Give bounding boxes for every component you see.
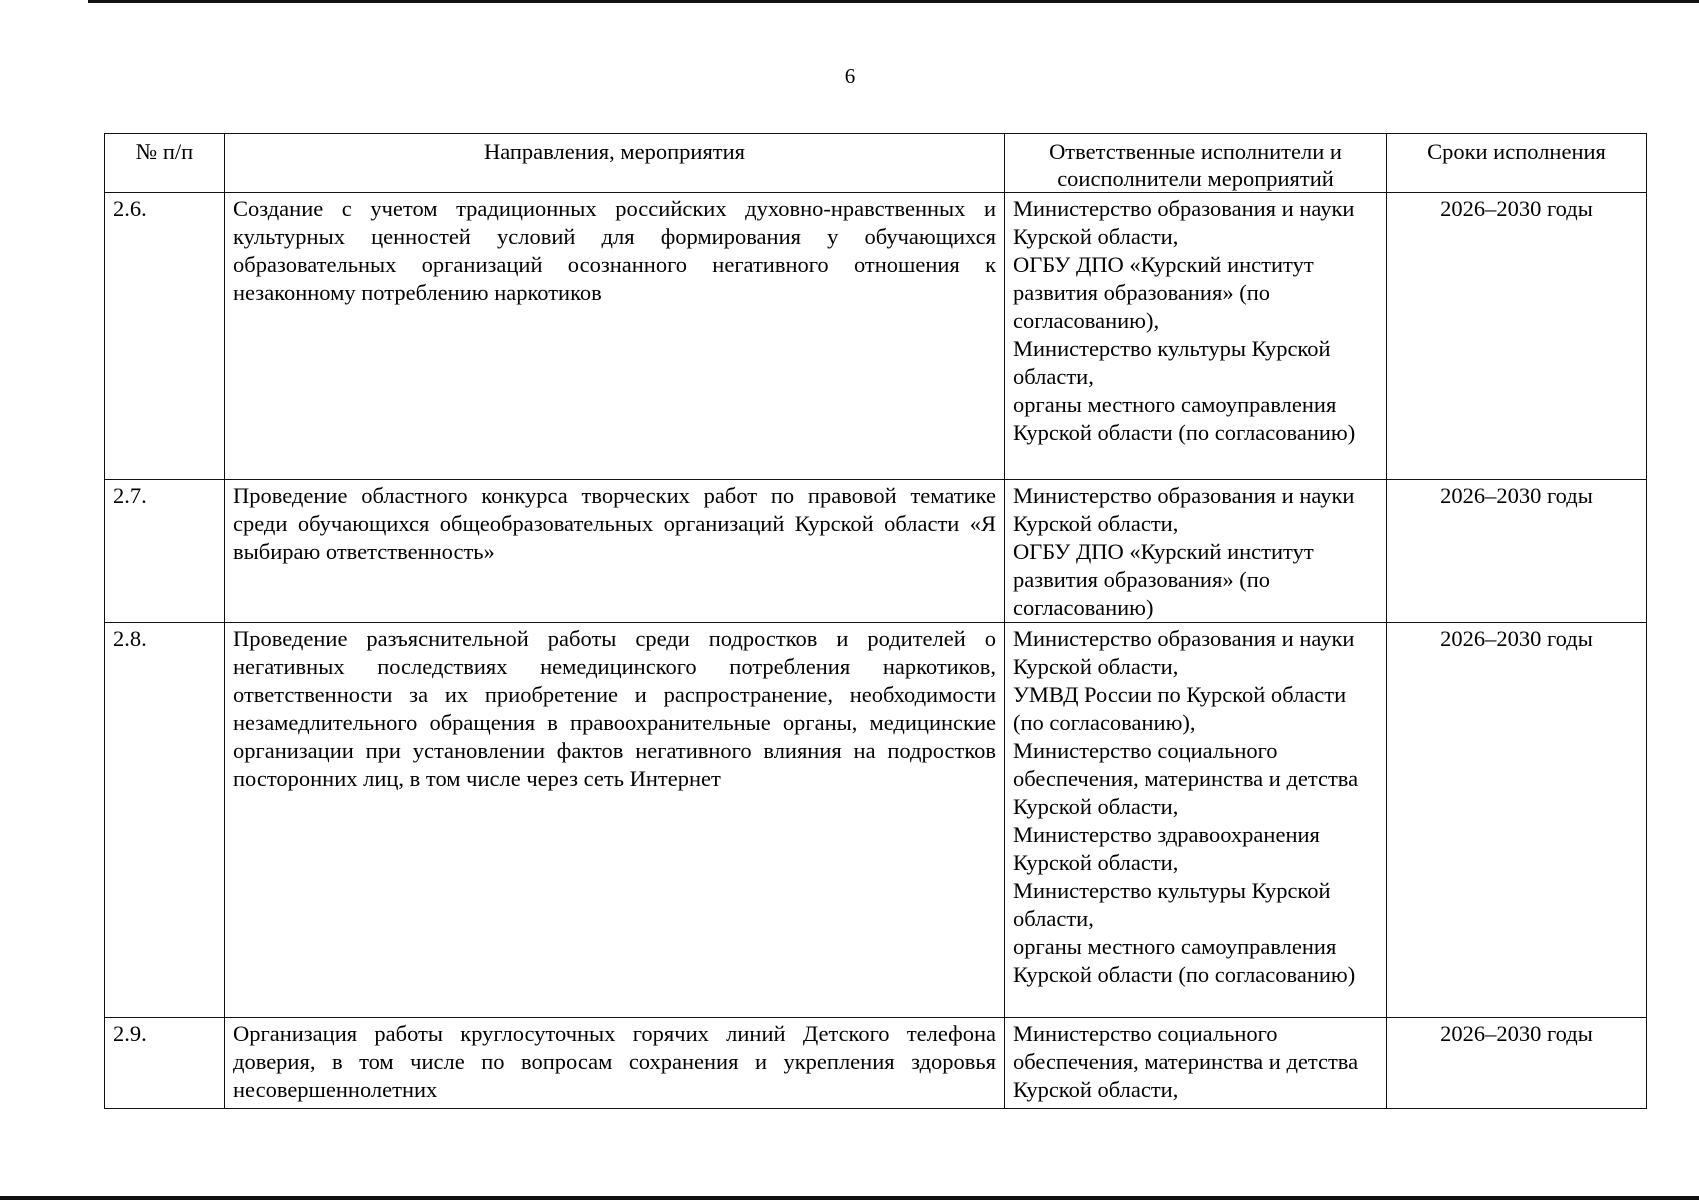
page-number: 6 [844,64,856,88]
header-activity: Направления, мероприятия [225,134,1005,193]
row-activity: Проведение областного конкурса творческих работ по правовой тематике среди обучающихся общеобразовательных организаций Курской области «Я выбираю ответственность» [225,480,1005,623]
row-activity: Организация работы круглосуточных горячих линий Детского телефона доверия, в том числе по вопросам сохранения и укрепления здоровья несовершеннолетних [225,1018,1005,1109]
table-row [105,480,1647,623]
responsible-item: органы местного самоуправления Курской области (по согласованию) [1013,392,1356,445]
row-activity: Создание с учетом традиционных российских духовно-нравственных и культурных ценностей условий для формирования у обучающихся образовательных организаций осознанного негативного отношения к незаконному потреблению наркотиков [225,193,1005,480]
responsible-item: органы местного самоуправления Курской области (по согласованию) [1013,934,1356,987]
row-number: 2.7. [105,480,225,623]
responsible-item: ОГБУ ДПО «Курский институт развития образования» (по согласованию), [1013,252,1314,333]
table-row [105,193,1647,480]
table-body [105,193,1647,1109]
responsible-item: ОГБУ ДПО «Курский институт развития образования» (по согласованию) [1013,539,1314,620]
row-number: 2.9. [105,1018,225,1109]
header-num: № п/п [105,134,225,193]
header-row [105,134,1647,193]
responsible-item: Министерство образования и науки Курской области, [1013,196,1355,249]
responsible-item: Министерство здравоохранения Курской области, [1013,822,1320,875]
scan-edge-top [88,0,1699,3]
responsible-item: Министерство образования и науки Курской области, [1013,483,1355,536]
row-responsible [1005,623,1387,1018]
scan-edge-bottom [0,1196,1699,1200]
row-responsible [1005,480,1387,623]
responsible-item: Министерство культуры Курской области, [1013,878,1331,931]
header-responsible: Ответственные исполнители и соисполнители мероприятий [1005,134,1387,193]
row-activity: Проведение разъяснительной работы среди подростков и родителей о негативных последствиях немедицинского потребления наркотиков, ответственности за их приобретение и распространение, необходимости незамедлительного обращения в правоохранительные органы, медицинские организации при установлении фактов негативного влияния на подростков посторонних лиц, в том числе через сеть Интернет [225,623,1005,1018]
responsible-item: Министерство культуры Курской области, [1013,336,1331,389]
row-term: 2026–2030 годы [1387,623,1647,1018]
row-number: 2.6. [105,193,225,480]
row-responsible [1005,193,1387,480]
row-term: 2026–2030 годы [1387,1018,1647,1109]
table-header [105,134,1647,193]
responsible-item: Министерство социального обеспечения, материнства и детства Курской области, [1013,738,1359,819]
header-term: Сроки исполнения [1387,134,1647,193]
measures-table [104,133,1647,1109]
responsible-item: УМВД России по Курской области (по согласованию), [1013,682,1347,735]
row-responsible [1005,1018,1387,1109]
row-term: 2026–2030 годы [1387,193,1647,480]
responsible-item: Министерство социального обеспечения, материнства и детства Курской области, [1013,1021,1359,1102]
responsible-item: Министерство образования и науки Курской области, [1013,626,1355,679]
table-row [105,623,1647,1018]
table-row [105,1018,1647,1109]
row-term: 2026–2030 годы [1387,480,1647,623]
row-number: 2.8. [105,623,225,1018]
